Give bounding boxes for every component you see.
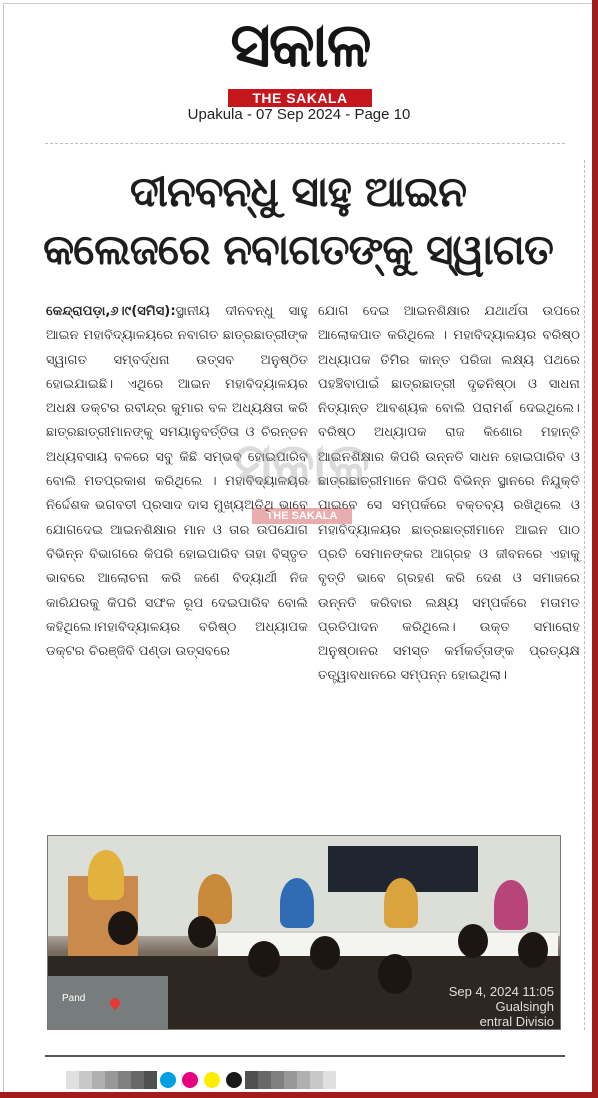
registration-swatch — [131, 1071, 144, 1089]
registration-swatch — [310, 1071, 323, 1089]
edition-dateline: Upakula - 07 Sep 2024 - Page 10 — [187, 106, 411, 123]
registration-swatch — [79, 1071, 92, 1089]
registration-dot — [226, 1072, 242, 1088]
article-dateline: କେନ୍ଦ୍ରାପଡ଼ା,୬।୯(ସମିସ): — [46, 304, 176, 319]
photo-guest — [384, 878, 418, 928]
right-divider — [584, 160, 585, 1030]
page-edge-bottom — [0, 1092, 598, 1098]
registration-swatch — [284, 1071, 297, 1089]
top-divider — [45, 143, 565, 144]
watermark-subtitle: THE SAKALA — [266, 510, 338, 522]
logo-title: ସକାଳ — [230, 8, 370, 81]
event-photo — [47, 835, 561, 1030]
photo-map-label: Pand — [62, 993, 86, 1004]
photo-audience-head — [458, 924, 488, 958]
logo-subtitle: THE SAKALA — [252, 90, 348, 106]
registration-swatch — [271, 1071, 284, 1089]
headline-line-2: କଲେଜରେ ନବାଗତଙ୍କୁ ସ୍ୱାଗତ — [43, 225, 553, 274]
article-body-2: ଯୋଗ ଦେଇ ଆଇନଶିକ୍ଷାର ଯଥାର୍ଥତା ଉପରେ ଆଲୋକପାତ କରିଥିଲେ । ମହାବିଦ୍ୟାଳୟର ବରିଷ୍ଠ ଅଧ୍ୟାପକ ତିମିର କାନ୍ତ ପରିଜା ଲକ୍ଷ୍ୟ ପଥରେ ପହଞ୍ଚିବାପାଇଁ ଛାତ୍ରଛାତ୍ରୀ ଦୃଢନିଷ୍ଠା ଓ ସାଧନା ନିତ୍ୟାନ୍ତ ଆବଶ୍ୟକ ବୋଲି ପରାମର୍ଶ ଦେଇଥିଲେ। ବରିଷ୍ଠ ଅଧ୍ୟାପକ ରାଜ କିଶୋର ମହାନ୍ତି ଆଇନଶିକ୍ଷାର କିପରି ଉନ୍ନତି ସାଧନ ହୋଇପାରିବ ଓ ଛାତ୍ରଛାତ୍ରୀମାନେ କିପରି ବିଭିନ୍ନ ସ୍ଥାନରେ ନିଯୁକ୍ତି ପାଇବେ ସେ ସମ୍ପର୍କରେ ବକ୍ତବ୍ୟ ରଖିଥିଲେ ଓ ମହାବିଦ୍ୟାଳୟର ଛାତ୍ରଛାତ୍ରୀମାନେ ଆଇନ ପାଠ ପ୍ରତି ସେମାନଙ୍କର ଆଗ୍ରହ ଓ ଜୀବନରେ ଏହାକୁ ବୃତ୍ତି ଭାବେ ଗ୍ରହଣ କରି ଦେଶ ଓ ସମାଜରେ ଉନ୍ନତି କରିବାର ଲକ୍ଷ୍ୟ ସମ୍ପର୍କରେ ମତାମତ ପ୍ରତିପାଦନ କରିଥିଲେ। ଉକ୍ତ ସମାରୋହ ଅନୁଷ୍ଠାନର ସମସ୍ତ କର୍ମକର୍ତ୍ତାଙ୍କ ପ୍ରତ୍ୟକ୍ଷ ତତ୍ତ୍ୱାବଧାନରେ ସମ୍ପନ୍ନ ହୋଇଥିଲା। — [318, 304, 580, 684]
watermark-title: ସକାଳ — [234, 430, 370, 498]
registration-swatch — [66, 1071, 79, 1089]
photo-audience-head — [108, 911, 138, 945]
registration-dot — [204, 1072, 220, 1088]
photo-audience-head — [518, 932, 548, 968]
photo-timestamp-line-2: Gualsingh — [495, 999, 554, 1014]
article-column-left — [46, 300, 308, 664]
photo-speaker — [88, 850, 124, 900]
page-edge-right — [592, 0, 598, 1098]
article-headline — [20, 163, 576, 279]
photo-timestamp — [449, 984, 554, 1029]
registration-swatch — [144, 1071, 157, 1089]
article-paragraph-1 — [46, 300, 308, 664]
photo-audience-head — [310, 936, 340, 970]
photo-audience-head — [188, 916, 216, 948]
registration-swatch — [118, 1071, 131, 1089]
registration-swatch — [245, 1071, 258, 1089]
registration-dot — [182, 1072, 198, 1088]
registration-dot — [160, 1072, 176, 1088]
headline-line-1: ଦୀନବନ୍ଧୁ ସାହୁ ଆଇନ — [129, 167, 467, 216]
photo-guest — [494, 880, 528, 930]
registration-swatch — [323, 1071, 336, 1089]
masthead-logo — [150, 4, 450, 104]
registration-swatch — [92, 1071, 105, 1089]
photo-guest — [280, 878, 314, 928]
registration-swatch — [297, 1071, 310, 1089]
registration-swatch — [258, 1071, 271, 1089]
photo-timestamp-line-1: Sep 4, 2024 11:05 — [448, 984, 554, 999]
photo-audience-head — [248, 941, 280, 977]
article-column-right — [318, 300, 580, 689]
print-registration-strip — [66, 1071, 336, 1089]
article-body-1: ସ୍ଥାନୀୟ ଦୀନବନ୍ଧୁ ସାହୁ ଆଇନ ମହାବିଦ୍ୟାଳୟରେ ନବାଗତ ଛାତ୍ରଛାତ୍ରୀଙ୍କ ସ୍ୱାଗତ ସମ୍ବର୍ଦ୍ଧନା ଉତ୍ସବ ଅନୁଷ୍ଠିତ ହୋଇଯାଇଛି। ଏଥିରେ ଆଇନ ମହାବିଦ୍ୟାଳୟର ଅଧକ୍ଷ ଡକ୍ଟର ରବୀନ୍ଦ୍ର କୁମାର ବଳ ଅଧ୍ୟକ୍ଷତା କରି ଛାତ୍ରଛାତ୍ରୀମାନଙ୍କୁ ସମୟାନୁବର୍ତ୍ତିତା ଓ ଚିରନ୍ତନ ଅଧ୍ୟବସାୟ ବଳରେ ସବୁ କିଛି ସମ୍ଭବ ହୋଇପାରିବ ବୋଲି ମତପ୍ରକାଶ କରିଥିଲେ । ମହାବିଦ୍ୟାଳୟର ନିର୍ଦ୍ଦେଶକ ଭଗବତୀ ପ୍ରସାଦ ଦାସ ମୁଖ୍ୟଅତିଥି ଭାବେ ଯୋଗଦେଇ ଆଇନଶିକ୍ଷାର ମାନ ଓ ତାର ଉପଯୋଗ ବିଭିନ୍ନ ବିଭାଗରେ କିପରି ହୋଇପାରିବ ତାହା ବିସ୍ତୃତ ଭାବରେ ଆଲୋଚନା କରି ଜଣେ ବିଦ୍ୟାର୍ଥୀ ନିଜ କାରିଯରକୁ କିପରି ସଫଳ ରୂପ ଦେଇପାରିବ ବୋଲି କହିଥିଲେ।ମହାବିଦ୍ୟାଳୟର ବରିଷ୍ଠ ଅଧ୍ୟାପକ ଡକ୍ଟର ଚିରଞ୍ଜିବି ପଣ୍ଡା ଉତ୍ସବରେ — [46, 304, 308, 660]
bottom-divider — [45, 1055, 565, 1057]
photo-audience-head — [378, 954, 412, 994]
photo-timestamp-line-3: entral Divisio — [479, 1014, 554, 1029]
registration-swatch — [105, 1071, 118, 1089]
